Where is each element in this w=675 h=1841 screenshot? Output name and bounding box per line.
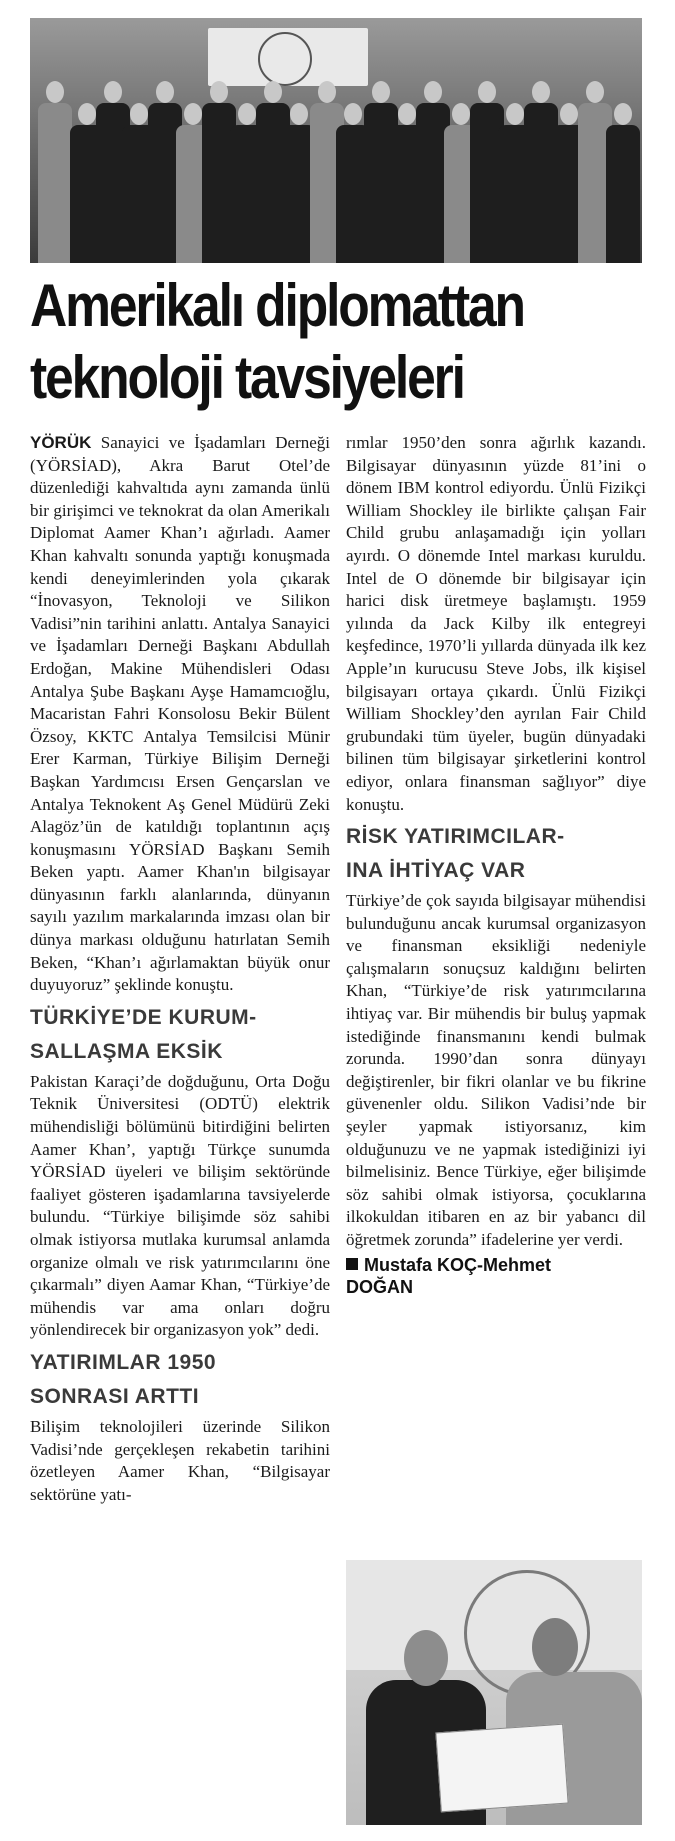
person-head bbox=[372, 81, 390, 103]
paragraph-khan-advice: Pakistan Karaçi’de doğduğunu, Orta Doğu Teknik Üniversitesi (ODTÜ) elektrik mühendisliği bölümünü bitirdiğini belirten Aamer Khan’, yaptığı Türkçe sunumda YÖRSİAD üyeleri ve bilişim sektöründe faaliyet gösteren işadamlarına tavsiyelerde bulundu. “Türkiye bilişimde söz sahibi olmak istiyorsa mutlaka kurumsal anlamda organize olmalı ve risk yatırımcılarını öne çıkarmalı” diyen Aamar Khan, “Türkiye’de mühendis var ama onları doğru yönlendirecek bir organizasyon yok” dedi. bbox=[30, 1071, 330, 1340]
person-head bbox=[398, 103, 416, 125]
person-body bbox=[38, 103, 72, 263]
person-head bbox=[614, 103, 632, 125]
person-head bbox=[78, 103, 96, 125]
article-column-right bbox=[346, 432, 646, 1298]
paragraph-risk-investors: Türkiye’de çok sayıda bilgisayar mühendisi bulunduğunu ancak kurumsal organizasyon ve finansman eksikliği nedeniyle çalışmaların sonuçsuz kaldığını belirten Khan, “Türkiye’de risk yatırımcılarına ihtiyaç var. Bir mühendis bir buluş yapmak istediğinde finansmanını kendi bulmak zorunda. 1990’dan sonra dünyayı değiştirenler, bir fikri olanlar ve bu fikrine güvenenler oldu. Silikon Vadisi’nde bir şeyler yapmak istiyorsanız, kim olduğunuzu ve ne yapmak istediğinizi iyi bilmelisiniz. Bence Türkiye, eğer bilişimde söz sahibi olmak istiyorsa, çocuklarına ilkokuldan itibaren en az bir yabancı dil öğretmek zorunda” ifadelerine yer verdi. bbox=[346, 891, 646, 1249]
person-head bbox=[506, 103, 524, 125]
person-head bbox=[46, 81, 64, 103]
paragraph-intro: YÖRÜK Sanayici ve İşadamları Derneği (YÖRSİAD), Akra Barut Otel’de düzenlediği kahvaltıda aynı zamanda ünlü bir girişimci ve teknokrat da olan Amerikalı Diplomat Aamer Khan’ı ağırladı. Aamer Khan kahvaltı sonunda yaptığı konuşmada kendi deneyimlerinden yola çıkarak “İnovasyon, Teknoloji ve Silikon Vadisi”nin tarihini anlattı. Antalya Sanayici ve İşadamları Derneği Başkanı Abdullah Erdoğan, Makine Mühendisleri Odası Antalya Şube Başkanı Ayşe Hamamcıoğlu, Macaristan Fahri Konsolosu Bekir Bülent Özsoy, KKTC Antalya Temsilcisi Münir Erer Karman, Türkiye Bilişim Derneği Başkan Yardımcısı Ersen Gençarslan ve Antalya Teknokent Aş Genel Müdürü Zeki Alagöz’ün de katıldığı toplantının açış konuşmasını YÖRSİAD Başkanı Semih Beken yaptı. Aamer Khan'ın bilgisayar dünyasının farklı alanlarında, dünyanın sayılı yazılım markalarında imzası olan bir dünya markası olduğunu hatırlatan Semih Beken, “Khan’ı ağırlamaktan büyük onur duyuyoruz” şeklinde konuştu. bbox=[30, 433, 330, 995]
paragraph-history-cont: rımlar 1950’den sonra ağırlık kazandı. Bilgisayar dünyasının yüzde 81’ini o dönem IBM kontrol ediyordu. Ünlü Fizikçi William Shockley ile birlikte çalışan Fair Child grubu anlaşamadığı için yolları ayırdı. O dönemde Intel markası kuruldu. Intel de O dönemde bir bilgisayar için harici disk üretmeye başlamıştı. 1959 yılında da Jack Kilby ilk entegreyi keşfedince, 1970’li yıllarda dünyada ilk kez Apple’ın kurucusu Steve Jobs, ilk kişisel bilgisayarı ortaya çıkardı. Ünlü Fizikçi William Shockley’den ayrılan Fair Child grubundaki tüm üyeler, bugün dünyadaki bilinen tüm bilgisayar şirketlerini kontrol ediyor, onlara finansman sağlıyor” diye konuştu. bbox=[346, 433, 646, 814]
person-head bbox=[156, 81, 174, 103]
person-head bbox=[104, 81, 122, 103]
person-head bbox=[290, 103, 308, 125]
person-body bbox=[606, 125, 640, 263]
square-bullet-icon bbox=[346, 1258, 358, 1270]
person-head bbox=[424, 81, 442, 103]
headline bbox=[30, 270, 563, 414]
person-left-head bbox=[404, 1630, 448, 1686]
certificate bbox=[435, 1724, 568, 1813]
subheading-risk-yatirimcilari: RİSK YATIRIMCILAR- INA İHTİYAÇ VAR bbox=[346, 825, 565, 883]
subheading-kurumsallasma: TÜRKİYE’DE KURUM- SALLAŞMA EKSİK bbox=[30, 1005, 257, 1063]
person-head bbox=[452, 103, 470, 125]
headline-line-2: teknoloji tavsiyeleri bbox=[30, 344, 464, 411]
person-right-head bbox=[532, 1618, 578, 1676]
person-head bbox=[586, 81, 604, 103]
person-head bbox=[318, 81, 336, 103]
paragraph-history-start: Bilişim teknolojileri üzerinde Silikon Vadisi’nde gerçekleşen rekabetin tarihini özetleyen Aamer Khan, “Bilgisayar sektörüne yatı- bbox=[30, 1416, 330, 1504]
person-head bbox=[478, 81, 496, 103]
person-head bbox=[532, 81, 550, 103]
byline: Mustafa KOÇ-Mehmet DOĞAN bbox=[346, 1254, 552, 1297]
lead-word: YÖRÜK bbox=[30, 433, 92, 452]
person-head bbox=[238, 103, 256, 125]
subheading-yatirimlar: YATIRIMLAR 1950 SONRASI ARTTI bbox=[30, 1350, 217, 1408]
person-head bbox=[560, 103, 578, 125]
group-photo bbox=[30, 18, 642, 263]
award-photo-icon bbox=[346, 1560, 642, 1825]
headline-line-1: Amerikalı diplomattan bbox=[30, 272, 524, 339]
person-head bbox=[184, 103, 202, 125]
person-head bbox=[130, 103, 148, 125]
article-column-left bbox=[30, 432, 330, 1506]
person-head bbox=[264, 81, 282, 103]
person-head bbox=[344, 103, 362, 125]
group-photo-icon bbox=[30, 63, 642, 263]
person-head bbox=[210, 81, 228, 103]
